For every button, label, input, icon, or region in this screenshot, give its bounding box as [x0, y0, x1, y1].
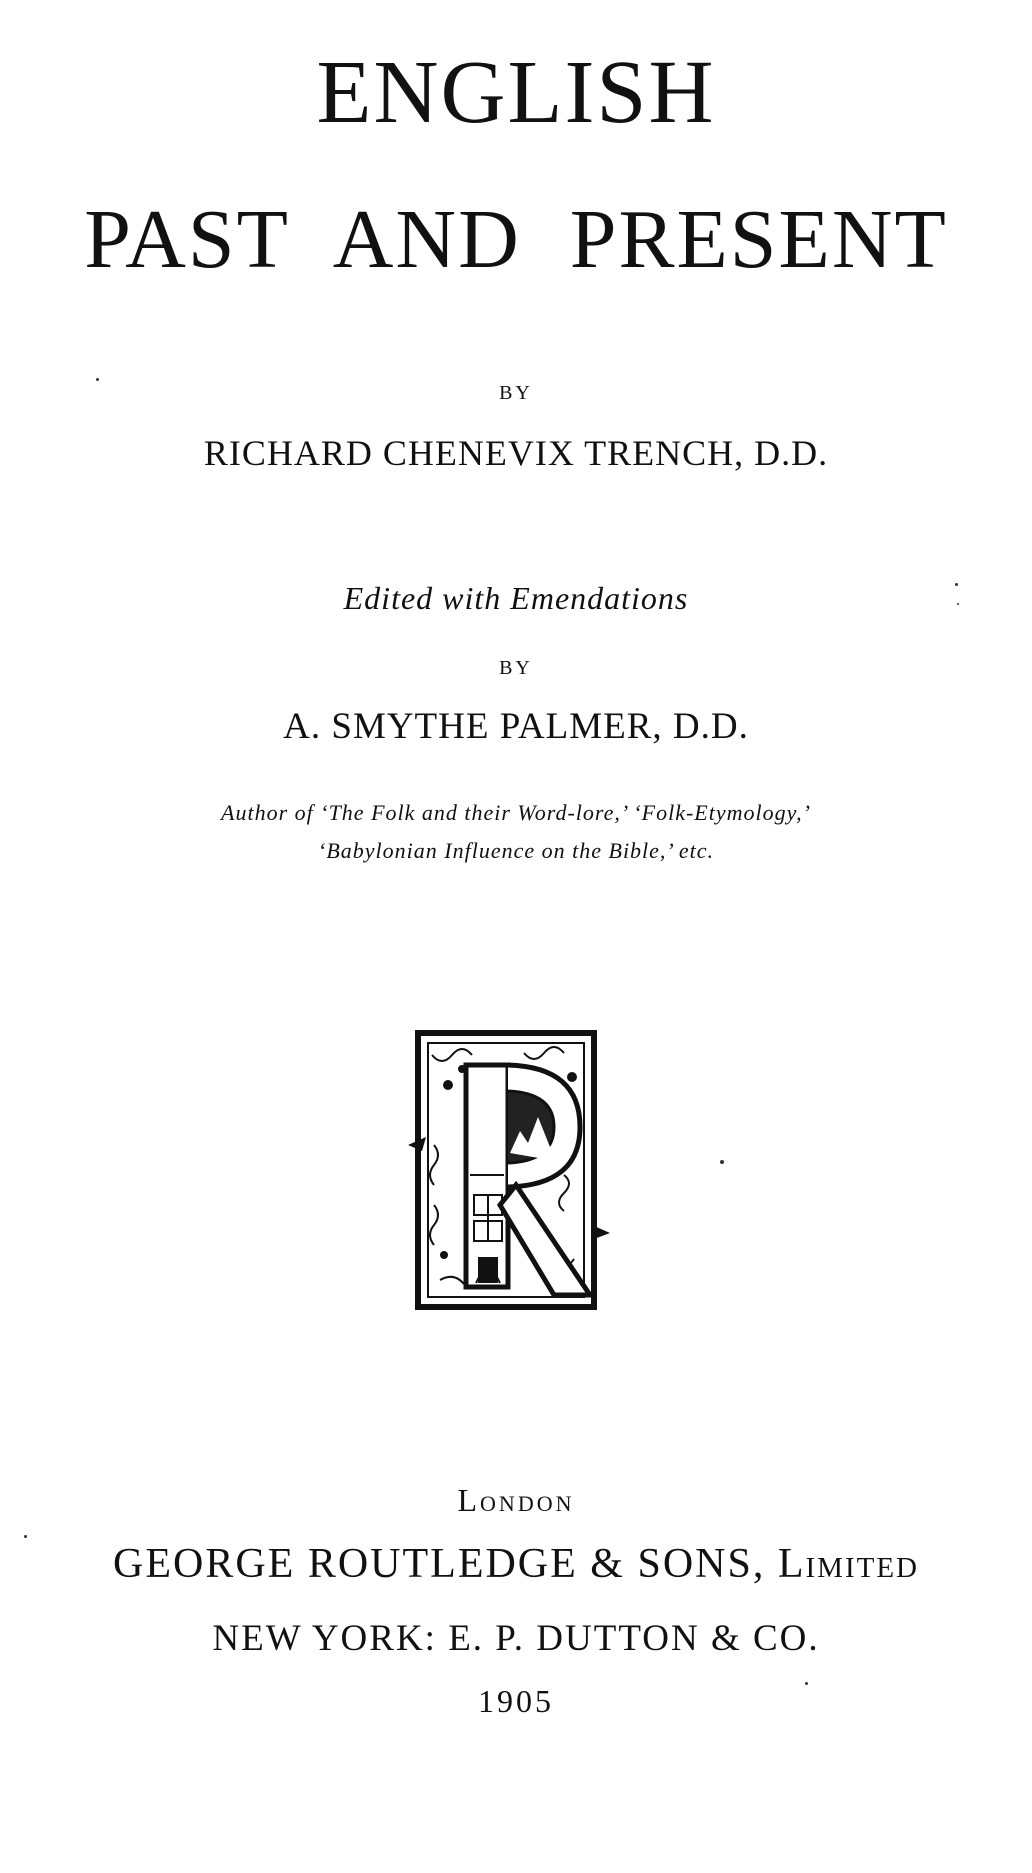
- scan-speck: [955, 583, 958, 586]
- book-title: ENGLISH: [316, 43, 716, 142]
- by-label-editor: BY: [499, 657, 533, 679]
- imprint-new-york: NEW YORK: E. P. DUTTON & CO.: [212, 1618, 820, 1659]
- scan-speck: [720, 1160, 724, 1164]
- publisher-suffix: Limited: [777, 1541, 919, 1587]
- editor-credits-line-2: ‘Babylonian Influence on the Bible,’ etc.: [318, 838, 714, 863]
- author-name: RICHARD CHENEVIX TRENCH, D.D.: [203, 433, 829, 473]
- imprint-city: London: [457, 1482, 575, 1518]
- editor-credits-line-1: Author of ‘The Folk and their Word-lore,’ ‘Folk-Etymology,’: [221, 800, 811, 825]
- imprint-year: 1905: [478, 1683, 554, 1719]
- imprint-publisher: [0, 1540, 1032, 1588]
- edited-note: Edited with Emendations: [343, 580, 689, 616]
- scan-speck: [24, 1535, 27, 1538]
- by-label-author: BY: [499, 382, 533, 404]
- publisher-monogram-r-icon: [404, 1025, 614, 1315]
- book-subtitle: PAST AND PRESENT: [84, 193, 948, 286]
- publisher-name: GEORGE ROUTLEDGE & SONS,: [113, 1541, 778, 1587]
- scan-speck: [96, 378, 99, 381]
- editor-name: A. SMYTHE PALMER, D.D.: [283, 706, 749, 747]
- scan-speck: [805, 1682, 808, 1685]
- scan-speck: [957, 603, 959, 605]
